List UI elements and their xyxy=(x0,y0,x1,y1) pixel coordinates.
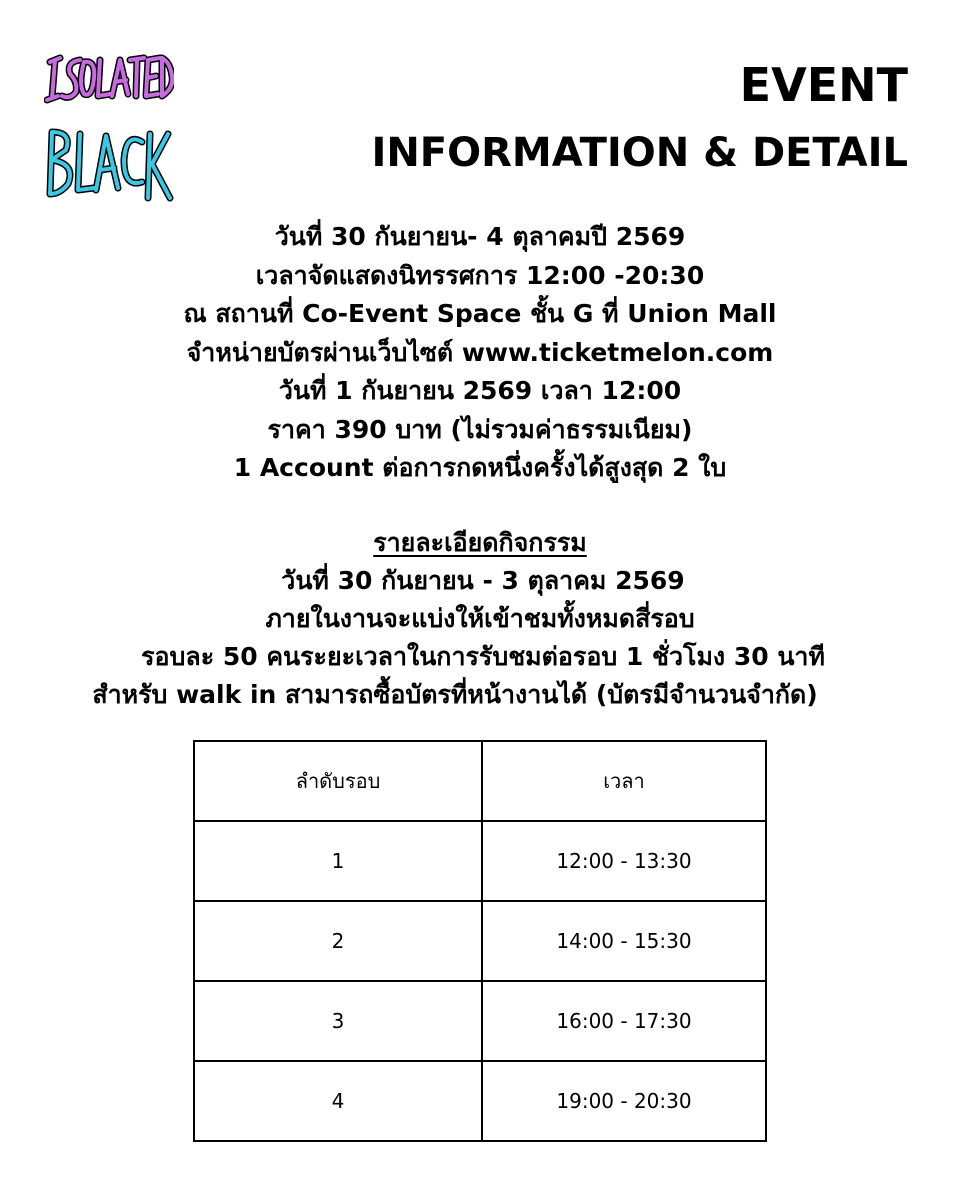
activity-details-block xyxy=(0,524,960,714)
event-info-block xyxy=(0,218,960,488)
detail-walk-in: สำหรับ walk in สามารถซื้อบัตรที่หน้างานได้ (บัตรมีจำนวนจำกัด) xyxy=(92,680,818,709)
event-dates: วันที่ 30 กันยายน- 4 ตุลาคมปี 2569 xyxy=(274,222,686,251)
round-time: 16:00 - 17:30 xyxy=(482,981,766,1061)
table-row xyxy=(194,821,766,901)
ticket-limit: 1 Account ต่อการกดหนึ่งครั้งได้สูงสุด 2 ใบ xyxy=(233,453,727,482)
table-row xyxy=(194,901,766,981)
detail-rounds: ภายในงานจะแบ่งให้เข้าชมทั้งหมดสี่รอบ xyxy=(265,604,695,633)
brand-logo-graphic xyxy=(44,48,174,208)
ticket-price: ราคา 390 บาท (ไม่รวมค่าธรรมเนียม) xyxy=(267,414,693,444)
column-header-round: ลำดับรอบ xyxy=(194,741,482,821)
round-time: 14:00 - 15:30 xyxy=(482,901,766,981)
table-row xyxy=(194,981,766,1061)
table-row xyxy=(194,1061,766,1141)
detail-capacity: รอบละ 50 คนระยะเวลาในการรับชมต่อรอบ 1 ชั่วโมง 30 นาที xyxy=(141,642,825,671)
round-number: 1 xyxy=(194,821,482,901)
schedule-table xyxy=(193,740,767,1142)
exhibition-hours: เวลาจัดแสดงนิทรรศการ 12:00 -20:30 xyxy=(255,260,705,290)
detail-title: รายละเอียดกิจกรรม xyxy=(373,528,587,557)
ticket-sale-date: วันที่ 1 กันยายน 2569 เวลา 12:00 xyxy=(278,376,682,405)
round-time: 12:00 - 13:30 xyxy=(482,821,766,901)
table-header-row xyxy=(194,741,766,821)
round-number: 2 xyxy=(194,901,482,981)
column-header-time: เวลา xyxy=(482,741,766,821)
brand-logo xyxy=(44,48,174,208)
round-time: 19:00 - 20:30 xyxy=(482,1061,766,1141)
round-number: 4 xyxy=(194,1061,482,1141)
venue: ณ สถานที่ Co-Event Space ชั้น G ที่ Union Mall xyxy=(183,299,777,328)
round-number: 3 xyxy=(194,981,482,1061)
page-title-event: EVENT xyxy=(739,58,908,112)
ticket-website: จำหน่ายบัตรผ่านเว็บไซต์ www.ticketmelon.com xyxy=(186,337,774,367)
detail-title-line xyxy=(0,524,960,562)
page-title-info-detail: INFORMATION & DETAIL xyxy=(371,130,908,176)
detail-dates: วันที่ 30 กันยายน - 3 ตุลาคม 2569 xyxy=(281,566,685,595)
